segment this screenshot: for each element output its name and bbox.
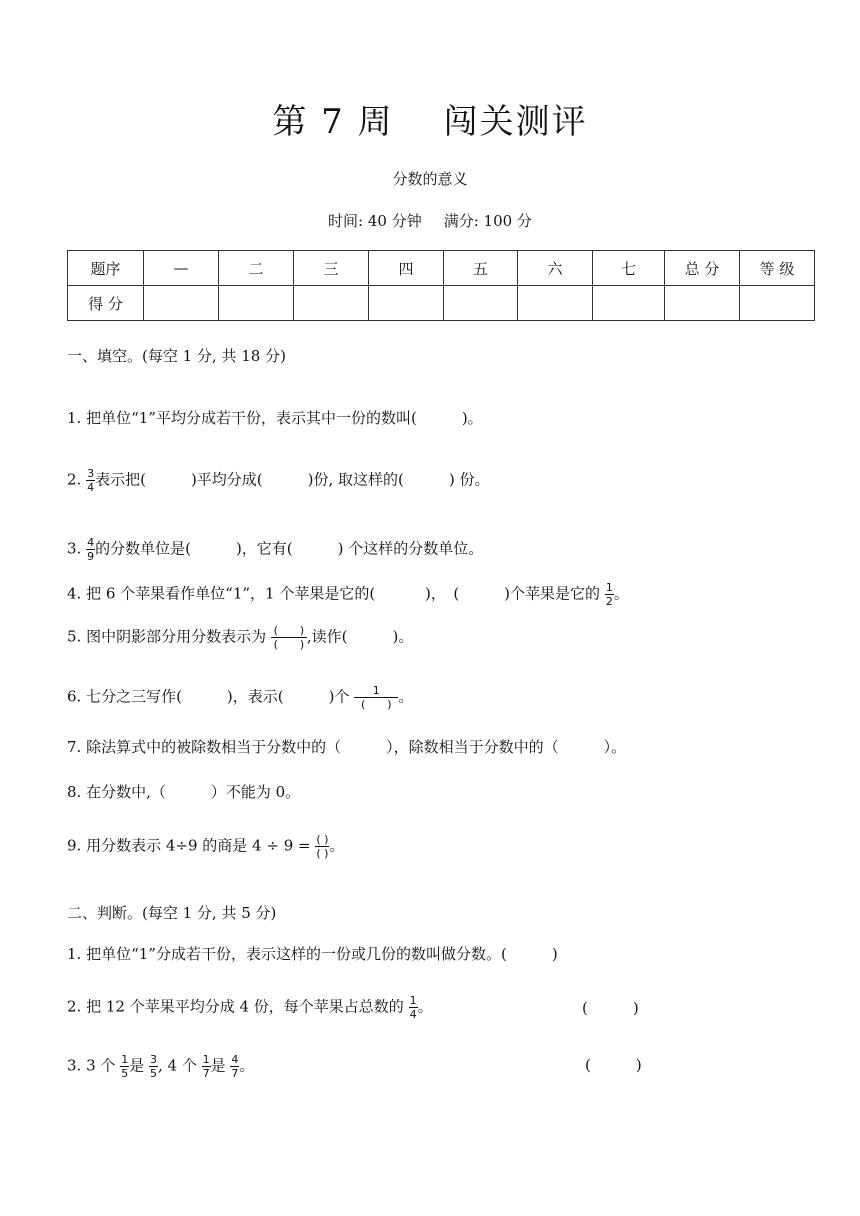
- score-cell[interactable]: [369, 286, 444, 321]
- score-table-score-row: [68, 286, 815, 321]
- full-score: 满分: 100 分: [443, 212, 532, 230]
- table-cell: 总 分: [665, 251, 740, 286]
- score-table-header-row: [68, 251, 815, 286]
- score-cell[interactable]: [144, 286, 219, 321]
- time-limit: 时间: 40 分钟: [328, 212, 422, 230]
- score-cell[interactable]: [294, 286, 369, 321]
- answer-blank[interactable]: ( ): [582, 999, 639, 1017]
- section2-heading: 二、判断。(每空 1 分, 共 5 分): [67, 904, 277, 922]
- fraction: $\frac{1}{2}$: [605, 581, 613, 608]
- table-cell: 二: [219, 251, 294, 286]
- fraction-blank[interactable]: $\frac{1}{( )}$: [354, 685, 398, 710]
- question-1-7: 7. 除法算式中的被除数相当于分数中的（ ），除数相当于分数中的（ ）。: [67, 738, 627, 756]
- table-cell: 七: [593, 251, 665, 286]
- score-cell[interactable]: [518, 286, 593, 321]
- question-1-1: 1. 把单位“1”平均分成若干份，表示其中一份的数叫( )。: [67, 409, 483, 427]
- question-1-9: 9. 用分数表示 4÷9 的商是 4 ÷ 9 = $\frac{( )}{( )}$ 。: [67, 833, 345, 860]
- answer-blank[interactable]: ( ): [585, 1056, 642, 1074]
- question-2-2: 2. 把 12 个苹果平均分成 4 份，每个苹果占总数的 $\frac{1}{4}$ 。: [67, 994, 433, 1021]
- fraction: $\frac{3}{5}$: [149, 1053, 157, 1080]
- question-1-2: 2. $\frac{3}{4}$ 表示把( )平均分成( )份, 取这样的( ) 份。: [67, 467, 490, 494]
- fraction: $\frac{4}{9}$: [87, 536, 95, 563]
- score-cell[interactable]: [665, 286, 740, 321]
- score-cell[interactable]: [219, 286, 294, 321]
- fraction-blank[interactable]: $\frac{( )}{( )}$: [271, 625, 307, 650]
- score-cell[interactable]: [740, 286, 815, 321]
- fraction: $\frac{4}{7}$: [231, 1053, 239, 1080]
- question-2-1: 1. 把单位“1”分成若干份，表示这样的一份或几份的数叫做分数。( ): [67, 945, 558, 963]
- fraction: $\frac{1}{7}$: [202, 1053, 210, 1080]
- section1-heading: 一、填空。(每空 1 分, 共 18 分): [67, 347, 286, 365]
- fraction: $\frac{1}{5}$: [121, 1053, 129, 1080]
- table-cell: 等 级: [740, 251, 815, 286]
- score-cell[interactable]: [593, 286, 665, 321]
- question-1-5: 5. 图中阴影部分用分数表示为 $\frac{( )}{( )}$ ,读作( )。: [67, 624, 414, 651]
- week-label: 第 7 周: [272, 102, 394, 142]
- table-cell: 四: [369, 251, 444, 286]
- table-cell: 六: [518, 251, 593, 286]
- question-1-8: 8. 在分数中,（ ）不能为 0。: [67, 783, 301, 801]
- test-title: 闯关测评: [443, 102, 588, 142]
- question-1-6: 6. 七分之三写作( )，表示( )个 $\frac{1}{( )}$ 。: [67, 684, 414, 711]
- table-cell: 五: [444, 251, 518, 286]
- table-cell: 题序: [68, 251, 144, 286]
- table-cell: 得 分: [68, 286, 144, 321]
- question-1-3: 3. $\frac{4}{9}$ 的分数单位是( )，它有( ) 个这样的分数单位。: [67, 536, 484, 563]
- question-2-3: 3. 3 个 $\frac{1}{5}$ 是 $\frac{3}{5}$ , 4 个 $\frac{1}{7}$ 是 $\frac{4}{7}$ 。: [67, 1053, 255, 1080]
- score-cell[interactable]: [444, 286, 518, 321]
- table-cell: —: [144, 251, 219, 286]
- fraction: $\frac{3}{4}$: [87, 467, 95, 494]
- page-subtitle: 分数的意义: [392, 170, 468, 188]
- fraction: $\frac{1}{4}$: [409, 994, 417, 1021]
- table-cell: 三: [294, 251, 369, 286]
- fraction-blank[interactable]: $\frac{( )}{( )}$: [316, 833, 329, 860]
- time-and-score-line: [0, 210, 860, 231]
- page-title: [0, 94, 860, 143]
- question-1-4: 4. 把 6 个苹果看作单位“1”，1 个苹果是它的( )， ( )个苹果是它的 $\frac{1}{2}$ 。: [67, 581, 629, 608]
- score-table: [67, 250, 815, 321]
